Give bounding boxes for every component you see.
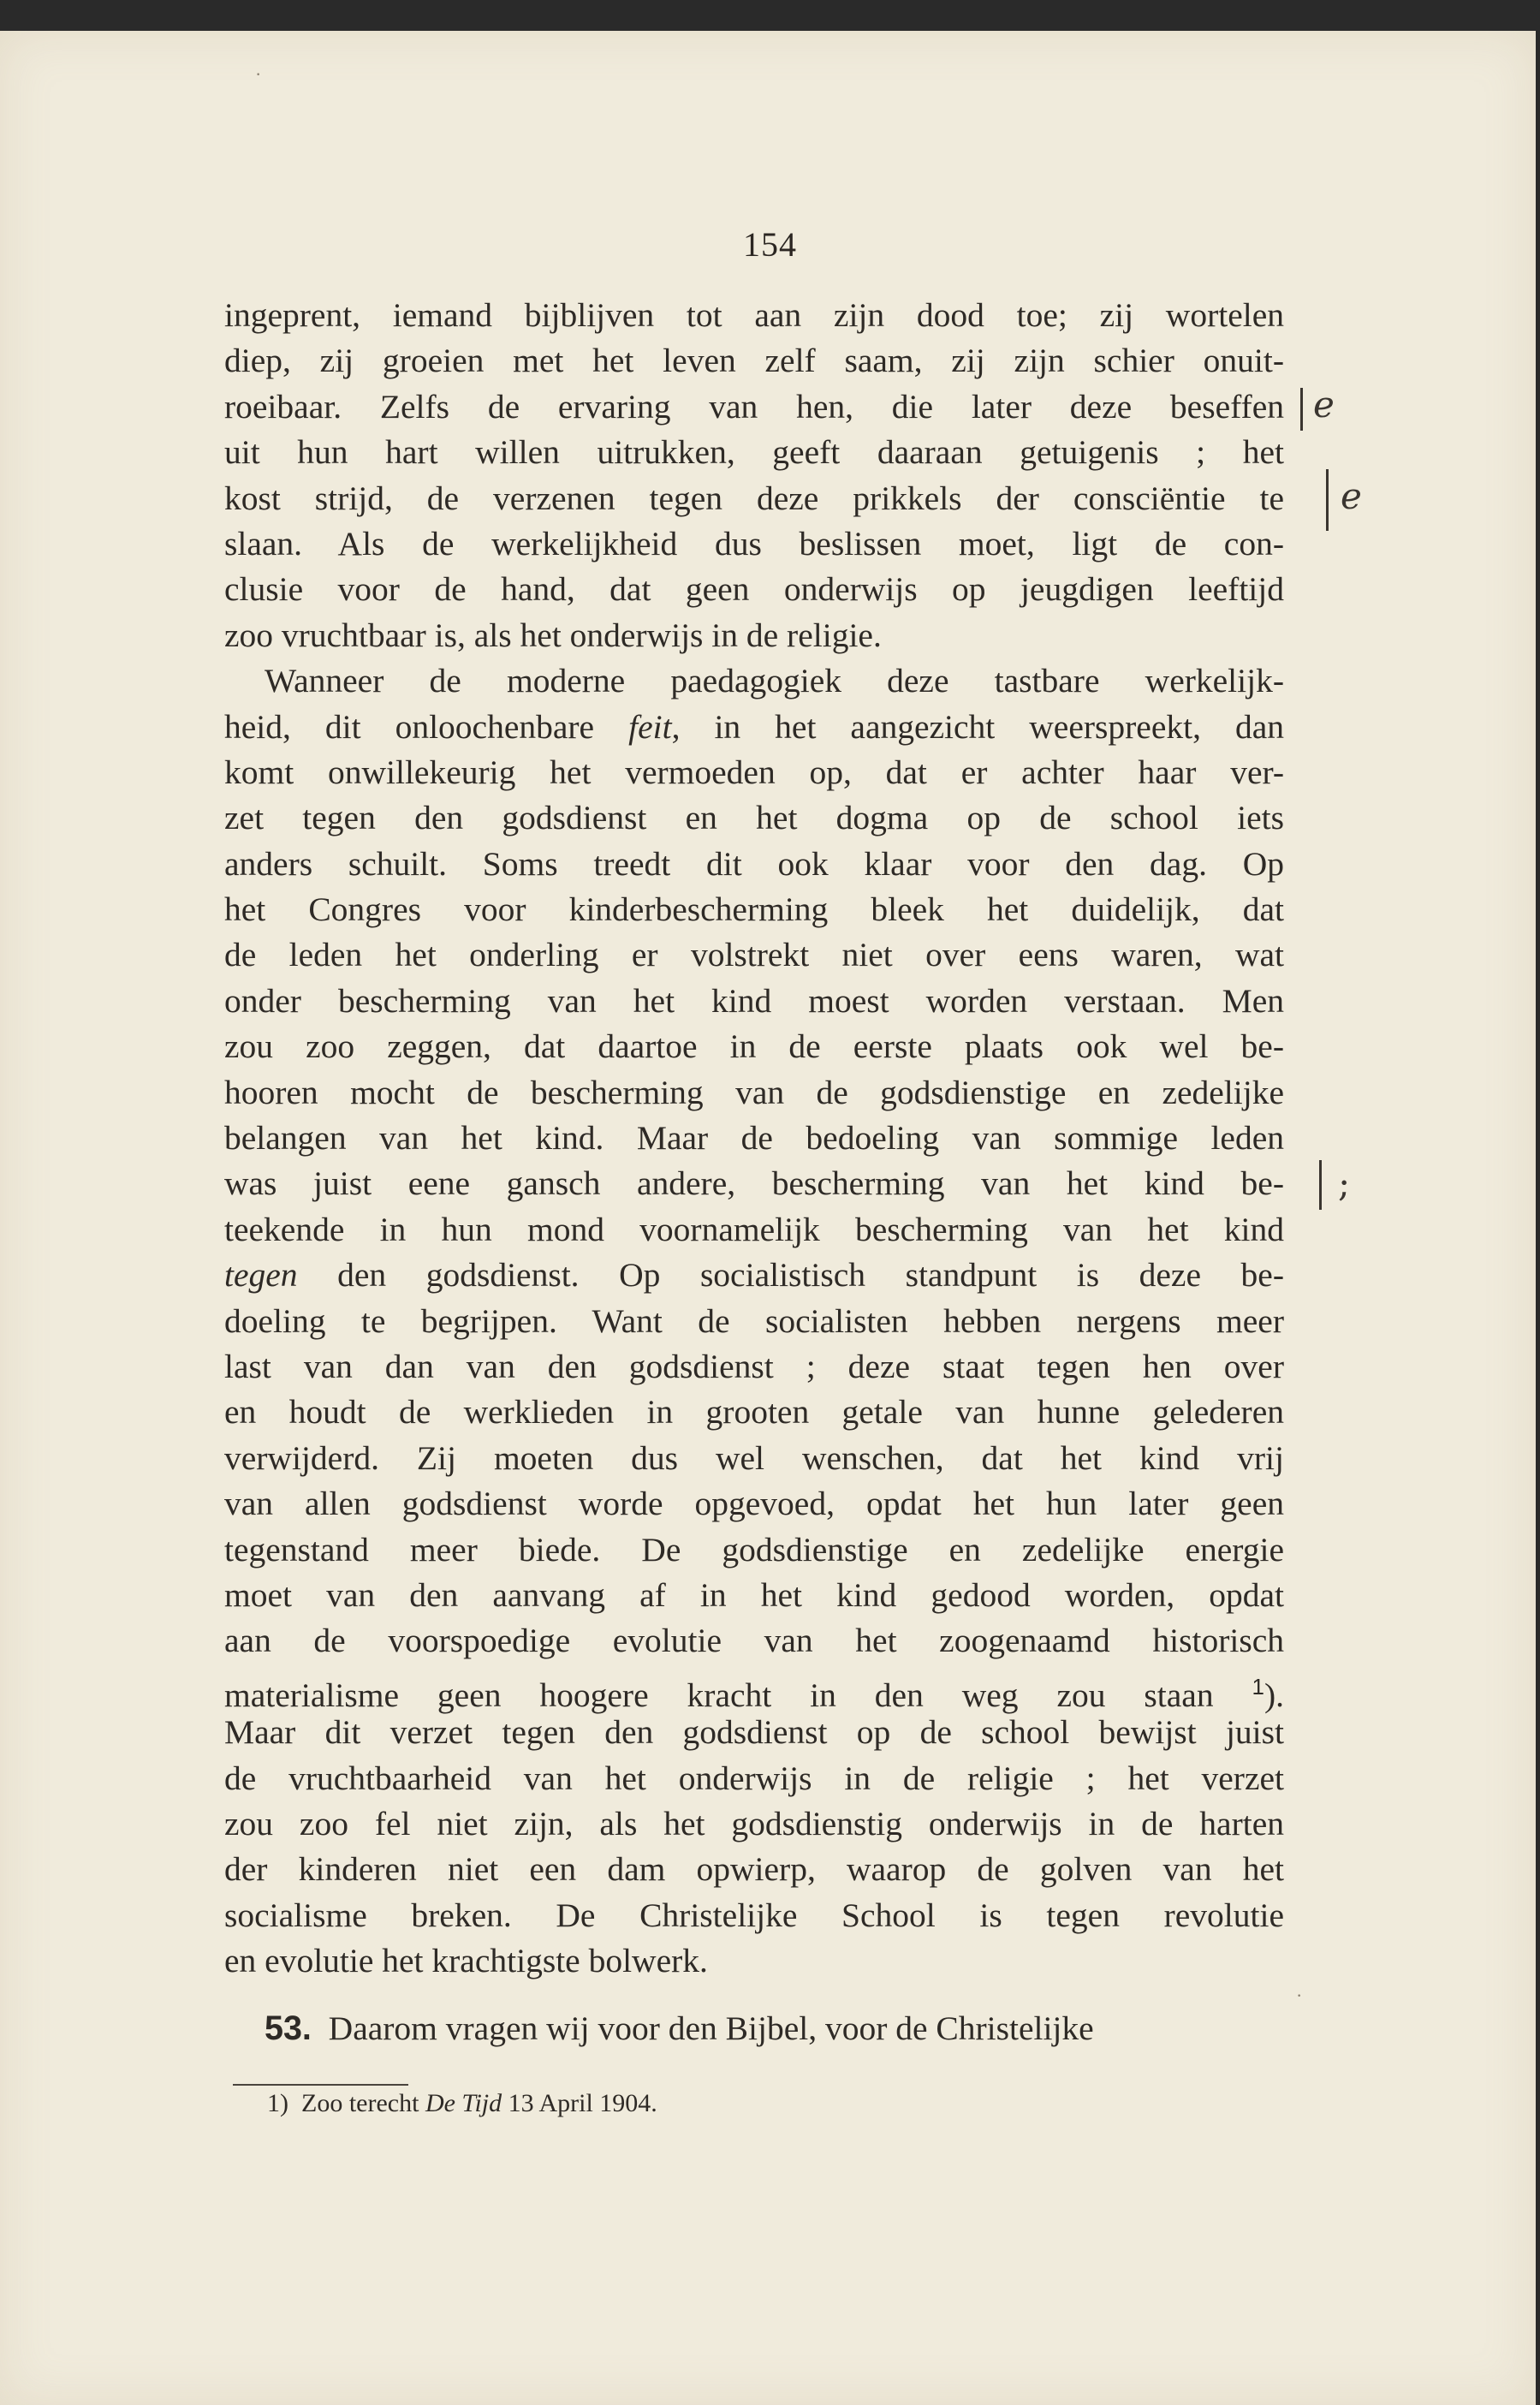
text-line: doeling te begrijpen. Want de socialisten hebben nergens meer [224, 1301, 1284, 1340]
margin-correction: e [1313, 384, 1335, 426]
text-line: Wanneer de moderne paedagogiek deze tastbare werkelijk- [265, 662, 1284, 700]
text-line: tegenstand meer biede. De godsdienstige en zedelijke energie [224, 1530, 1284, 1569]
section-number: 53. [265, 2009, 312, 2048]
paper-speck: · [1296, 1985, 1303, 2006]
paragraph [224, 658, 1284, 1984]
text-line: komt onwillekeurig het vermoeden op, dat er achter haar ver- [224, 753, 1284, 791]
text-line: roeibaar. Zelfs de ervaring van hen, die later deze beseffen [224, 387, 1284, 426]
text-line: diep, zij groeien met het leven zelf saam, zij zijn schier onuit- [224, 342, 1284, 380]
section-paragraph [224, 2006, 1284, 2051]
footnote-source: De Tijd [425, 2089, 502, 2117]
body-text [224, 293, 1284, 2052]
footnote-date: 13 April 1904. [508, 2089, 657, 2117]
text-line: verwijderd. Zij moeten dus wel wenschen, dat het kind vrij [224, 1438, 1284, 1477]
text-line: materialisme geen hoogere kracht in den weg zou staan $^1$). [224, 1673, 1284, 1714]
text-line: aan de voorspoedige evolutie van het zoogenaamd historisch [224, 1622, 1284, 1660]
footnote [267, 2089, 657, 2118]
text-line: belangen van het kind. Maar de bedoeling van sommige leden [224, 1119, 1284, 1158]
text-line: en evolutie het krachtigste bolwerk. [224, 1942, 708, 1980]
margin-bar [1326, 469, 1329, 531]
text-line: Maar dit verzet tegen den godsdienst op de school bewijst juist [224, 1713, 1284, 1752]
page-number: 154 [743, 225, 797, 264]
footnote-text: Zoo terecht [301, 2089, 419, 2117]
margin-correction: ; [1338, 1163, 1351, 1205]
text-line: zou zoo fel niet zijn, als het godsdienstig onderwijs in de harten [224, 1804, 1284, 1842]
text-line: last van dan van den godsdienst ; deze staat tegen hen over [224, 1347, 1284, 1385]
footnote-marker: 1) [267, 2089, 288, 2117]
text-line: zou zoo zeggen, dat daartoe in de eerste plaats ook wel be- [224, 1027, 1284, 1066]
footnote-rule [233, 2084, 408, 2086]
text-line: der kinderen niet een dam opwierp, waarop de golven van het [224, 1850, 1284, 1889]
text-line: het Congres voor kinderbescherming bleek het duidelijk, dat [224, 890, 1284, 929]
text-line: anders schuilt. Soms treedt dit ook klaar voor den dag. Op [224, 844, 1284, 883]
text-line: was juist eene gansch andere, bescherming van het kind be- [224, 1164, 1284, 1203]
margin-correction: e [1341, 475, 1362, 517]
paper-speck: · [255, 63, 262, 85]
text-line: slaan. Als de werkelijkheid dus beslissen moet, ligt de con- [224, 524, 1284, 563]
margin-bar [1319, 1160, 1322, 1210]
section-line [224, 2006, 1284, 2051]
text-line: van allen godsdienst worde opgevoed, opdat het hun later geen [224, 1485, 1284, 1523]
text-line: en houdt de werklieden in grooten getale van hunne gelederen [224, 1393, 1284, 1432]
text-line: de leden het onderling er volstrekt niet over eens waren, wat [224, 936, 1284, 974]
text-line: hooren mocht de bescherming van de godsdienstige en zedelijke [224, 1073, 1284, 1111]
text-line: heid, dit onloochenbare feit, in het aangezicht weerspreekt, dan [224, 707, 1284, 746]
margin-bar [1300, 388, 1303, 431]
section-text: Daarom vragen wij voor den Bijbel, voor de Christelijke [328, 2009, 1094, 2048]
text-line: moet van den aanvang af in het kind gedood worden, opdat [224, 1575, 1284, 1614]
text-line: clusie voor de hand, dat geen onderwijs op jeugdigen leeftijd [224, 570, 1284, 609]
paragraph [224, 293, 1284, 658]
text-line: socialisme breken. De Christelijke School is tegen revolutie [224, 1896, 1284, 1934]
text-line: teekende in hun mond voornamelijk bescherming van het kind [224, 1210, 1284, 1248]
text-line: ingeprent, iemand bijblijven tot aan zijn dood toe; zij wortelen [224, 296, 1284, 334]
text-line: zoo vruchtbaar is, als het onderwijs in de religie. [224, 616, 882, 654]
text-line: tegen den godsdienst. Op socialistisch standpunt is deze be- [224, 1256, 1284, 1295]
text-line: zet tegen den godsdienst en het dogma op de school iets [224, 799, 1284, 837]
text-line: kost strijd, de verzenen tegen deze prikkels der consciëntie te [224, 479, 1284, 517]
text-line: onder bescherming van het kind moest worden verstaan. Men [224, 981, 1284, 1020]
section-gap [224, 1984, 1284, 2006]
text-line: uit hun hart willen uitrukken, geeft daaraan getuigenis ; het [224, 433, 1284, 472]
text-line: de vruchtbaarheid van het onderwijs in de religie ; het verzet [224, 1759, 1284, 1797]
